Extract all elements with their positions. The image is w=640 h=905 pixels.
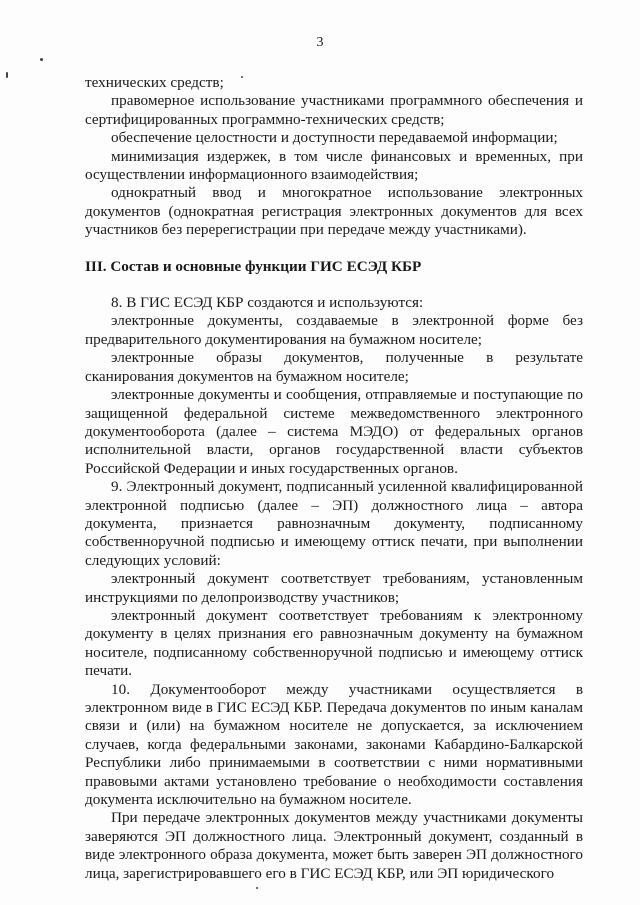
paragraph: электронный документ соответствует требованиям к электронному документу в целях признания его равнозначным документу на бумажном носителе, подписанному собственноручной подписью и имеющему оттиск печати. — [85, 606, 583, 680]
scan-speck — [40, 58, 43, 61]
paragraph: электронный документ соответствует требованиям, установленным инструкциями по делопроизводству участников; — [85, 570, 583, 606]
paragraph: 10. Документооборот между участниками осуществляется в электронном виде в ГИС ЕСЭД КБР. Передача документов по иным каналам связи и (или) на бумажном носителе не допускается, за исключением случаев, когда федеральными законами, законами Кабардино-Балкарской Республики либо принимаемыми в соответствии с ними нормативными правовыми актами установлено требование о необходимости составления документа исключительно на бумажном носителе. — [85, 680, 583, 809]
paragraph: электронные документы, создаваемые в электронной форме без предварительного документирования на бумажном носителе; — [85, 312, 583, 348]
paragraph: 9. Электронный документ, подписанный усиленной квалифицированной электронной подписью (далее – ЭП) должностного лица – автора документа, признается равнозначным документу, подписанному собственноручной подписью и имеющему оттиск печати, при выполнении следующих условий: — [85, 478, 583, 569]
paragraph: технических средств; — [85, 74, 224, 91]
paragraph: обеспечение целостности и доступности передаваемой информации; — [111, 129, 558, 147]
paragraph: При передаче электронных документов между участниками документы заверяются ЭП должностного лица. Электронный документ, созданный в виде электронного образа документа, может быть заверен ЭП должностного лица, зарегистрировавшего его в ГИС ЕСЭД КБР, или ЭП юридического — [85, 809, 583, 882]
scan-speck — [256, 887, 258, 889]
paragraphs-after-heading — [85, 294, 583, 883]
paragraph: минимизация издержек, в том числе финансовых и временных, при осуществлении информационного взаимодействия; — [85, 147, 583, 184]
section-heading: III. Состав и основные функции ГИС ЕСЭД КБР — [85, 257, 422, 275]
document-body — [85, 74, 583, 883]
paragraph: электронные образы документов, полученные в результате сканирования документов на бумажном носителе; — [85, 349, 583, 385]
page-number: 3 — [316, 35, 324, 50]
paragraphs-before-heading — [85, 74, 583, 240]
paragraph: правомерное использование участниками программного обеспечения и сертифицированных программно-технических средств; — [85, 92, 583, 128]
paragraph: 8. В ГИС ЕСЭД КБР создаются и используются: — [111, 294, 424, 312]
paragraph: электронные документы и сообщения, отправляемые и поступающие по защищенной федеральной системе межведомственного электронного документооборота (далее – система МЭДО) от федеральных органов исполнительной власти, органов государственной власти субъектов Российской Федерации и иных государственных органов. — [85, 386, 583, 477]
scan-speck — [6, 72, 8, 78]
paragraph: однократный ввод и многократное использование электронных документов (однократная регистрация электронных документов для всех участников без перерегистрации при передаче между участниками). — [85, 184, 583, 239]
